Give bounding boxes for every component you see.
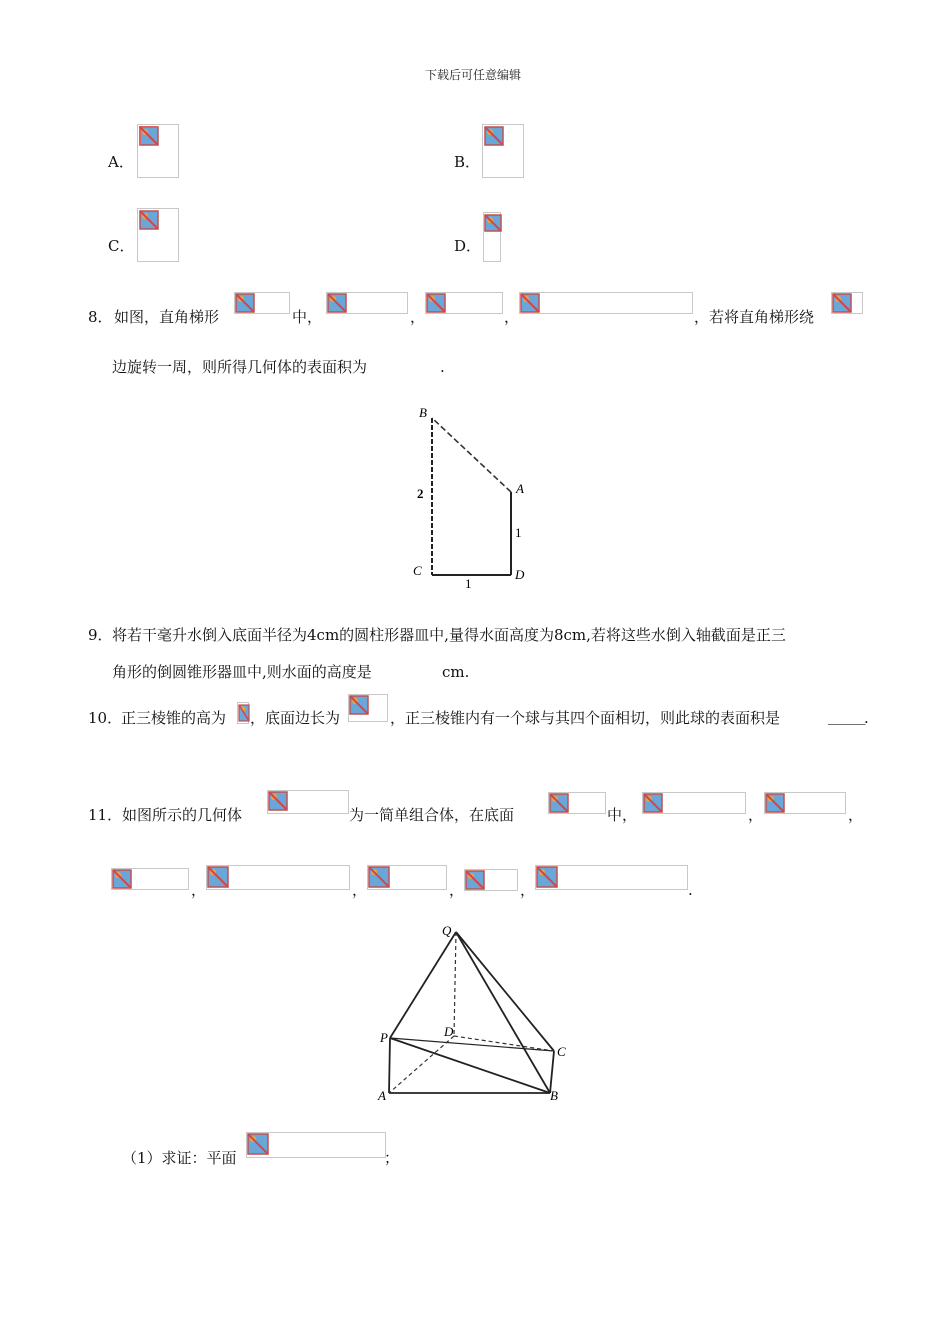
- image-placeholder-icon: [765, 793, 785, 813]
- q10-number: 10．: [88, 709, 123, 727]
- edge-dc: [454, 1036, 554, 1051]
- image-placeholder-icon: [112, 869, 132, 889]
- image-placeholder-icon: [536, 866, 558, 888]
- option-d-image: [483, 212, 501, 262]
- vertex-a-label: A: [516, 481, 524, 496]
- q8-formula-4: [519, 292, 693, 314]
- image-placeholder-icon: [247, 1133, 269, 1155]
- q10-formula-1: [237, 702, 249, 724]
- solid-figure: [370, 918, 580, 1108]
- q10-text-1: 正三棱锥的高为: [121, 709, 227, 727]
- q10-text-3: ，正三棱锥内有一个球与其四个面相切，则此球的表面积是: [390, 709, 781, 727]
- vertex-b-label: B: [419, 405, 427, 420]
- edge-pc: [390, 1038, 554, 1051]
- q10-formula-2: [348, 694, 388, 722]
- option-b-image: [482, 124, 524, 178]
- q8-text-3: ，若将直角梯形绕: [694, 308, 815, 326]
- q9-unit: cm.: [442, 663, 470, 681]
- q11-part1-end: ；: [384, 1149, 400, 1167]
- option-b-label: B．: [454, 153, 481, 171]
- q8-text-1: 如图，直角梯形: [114, 308, 220, 326]
- edge-qc: [456, 932, 554, 1051]
- q8-number: 8．: [88, 308, 113, 326]
- q8-line-2: 边旋转一周，则所得几何体的表面积为: [112, 358, 368, 376]
- q11-part1-formula: [246, 1132, 386, 1158]
- q11-period: .: [688, 881, 693, 899]
- q11-formula-1: [267, 790, 349, 814]
- edge-qd: [454, 932, 456, 1036]
- q8-formula-2: [326, 292, 408, 314]
- edge-pa: [389, 1038, 390, 1093]
- q9-line-2: 角形的倒圆锥形器皿中,则水面的高度是: [112, 663, 372, 681]
- vertex-c-label: C: [413, 563, 422, 578]
- q8-comma-2: ，: [504, 308, 520, 326]
- q11-text-1: 如图所示的几何体: [122, 806, 243, 824]
- vertex-d-label: D: [515, 567, 525, 582]
- edge-cd-length: 1: [465, 576, 472, 590]
- edge-ad-length: 1: [515, 525, 522, 540]
- q10-text-2: ，底面边长为: [250, 709, 341, 727]
- q11-comma-2: ，: [848, 806, 864, 824]
- image-placeholder-icon: [138, 209, 160, 231]
- image-placeholder-icon: [349, 695, 369, 715]
- trapezoid-figure: [405, 400, 535, 590]
- vertex-a-label: A: [378, 1088, 386, 1103]
- q11-comma-5: ，: [449, 881, 465, 899]
- image-placeholder-icon: [327, 293, 347, 313]
- option-c-image: [137, 208, 179, 262]
- edge-qp: [390, 932, 456, 1038]
- image-placeholder-icon: [465, 870, 485, 890]
- q11-formula-7: [367, 865, 447, 890]
- q11-formula-2: [548, 792, 606, 814]
- q11-comma-3: ，: [191, 881, 207, 899]
- q8-formula-5: [831, 292, 863, 314]
- vertex-b-label: B: [550, 1088, 558, 1103]
- image-placeholder-icon: [549, 793, 569, 813]
- q8-text-2: 中，: [292, 308, 323, 326]
- q11-formula-4: [764, 792, 846, 814]
- image-placeholder-icon: [832, 293, 852, 313]
- q11-formula-9: [535, 865, 688, 890]
- q11-formula-3: [642, 792, 746, 814]
- edge-ab: [432, 418, 511, 492]
- q8-end: .: [440, 358, 445, 376]
- q11-formula-5: [111, 868, 189, 890]
- vertex-p-label: P: [380, 1030, 388, 1045]
- vertex-q-label: Q: [442, 923, 452, 938]
- option-c-label: C．: [108, 237, 135, 255]
- q11-text-3: 中，: [607, 806, 638, 824]
- q11-number: 11．: [88, 806, 123, 824]
- image-placeholder-icon: [207, 866, 229, 888]
- vertex-c-label: C: [557, 1044, 566, 1059]
- image-placeholder-icon: [368, 866, 390, 888]
- image-placeholder-icon: [483, 125, 505, 147]
- option-a-image: [137, 124, 179, 178]
- q9-number: 9．: [88, 626, 113, 644]
- q8-formula-1: [234, 292, 290, 314]
- edge-bc-length: 2: [417, 486, 424, 501]
- image-placeholder-icon: [268, 791, 288, 811]
- q11-formula-6: [206, 865, 350, 890]
- page-header: 下载后可任意编辑: [425, 68, 522, 82]
- q11-comma-4: ，: [352, 881, 368, 899]
- image-placeholder-icon: [643, 793, 663, 813]
- q10-answer-blank: _____: [828, 707, 866, 725]
- option-a-label: A．: [108, 153, 134, 171]
- q11-part1-text: （1）求证：平面: [122, 1149, 237, 1167]
- image-placeholder-icon: [138, 125, 160, 147]
- q9-line-1: 将若干毫升水倒入底面半径为4cm的圆柱形器皿中,量得水面高度为8cm,若将这些水倒入轴截面是正三: [112, 626, 786, 644]
- q8-comma-1: ，: [410, 308, 426, 326]
- image-placeholder-icon: [238, 703, 250, 723]
- image-placeholder-icon: [235, 293, 255, 313]
- q10-end: .: [864, 709, 869, 727]
- option-d-label: D．: [454, 237, 482, 255]
- vertex-d-label: D: [444, 1024, 454, 1039]
- q8-formula-3: [425, 292, 503, 314]
- q11-formula-8: [464, 869, 518, 891]
- q11-text-2: 为一简单组合体，在底面: [349, 806, 515, 824]
- image-placeholder-icon: [484, 213, 502, 233]
- edge-da: [389, 1036, 454, 1093]
- image-placeholder-icon: [426, 293, 446, 313]
- edge-qb: [456, 932, 550, 1093]
- q11-comma-1: ，: [748, 806, 764, 824]
- edge-bc: [550, 1051, 554, 1093]
- q11-comma-6: ，: [520, 881, 536, 899]
- image-placeholder-icon: [520, 293, 540, 313]
